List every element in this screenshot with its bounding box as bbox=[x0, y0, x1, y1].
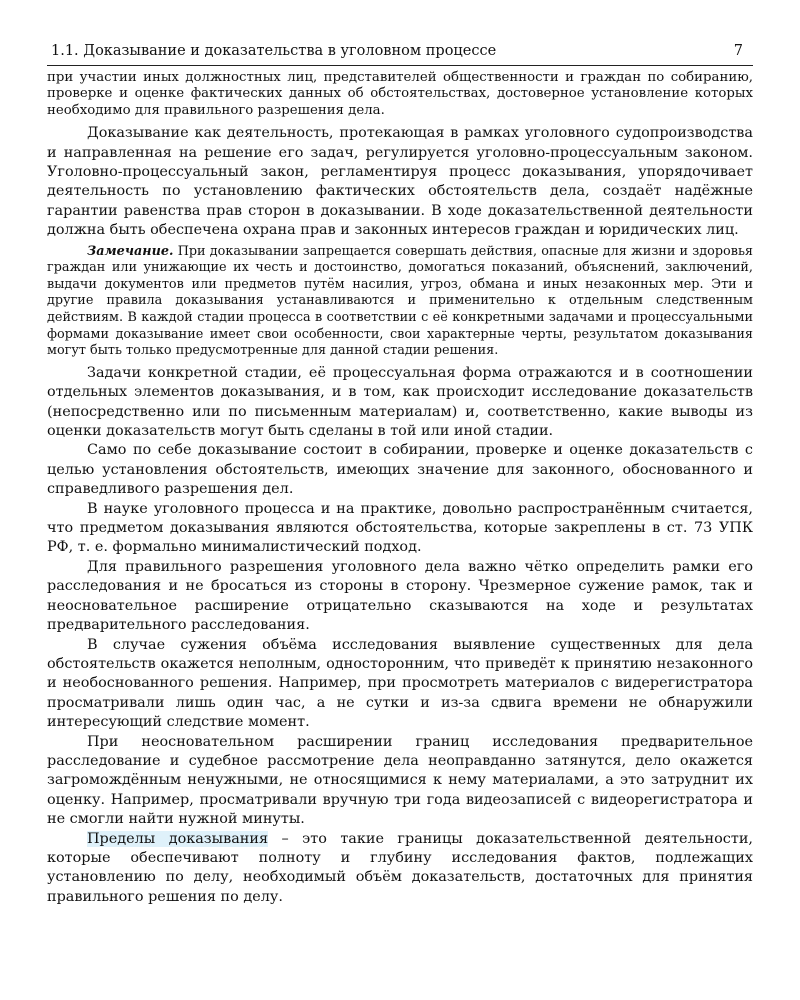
remark-text: При доказывании запрещается совершать действия, опасные для жизни и здоровья граждан или унижающие их честь и достоинство, домогаться показаний, объяснений, заключений, выдачи документов или предметов путём насилия, угроз, обмана и иных незаконных мер. Эти и другие правила доказывания устанавливаются и применительно к отдельным следственным действиям. В каждой стадии процесса в соответствии с её конкретными задачами и процессуальными формами доказывание имеет свои особенности, свои характерные черты, результатом доказывания могут быть только предусмотренные для данной стадии решения. bbox=[47, 243, 753, 359]
page-number: 7 bbox=[733, 43, 743, 59]
paragraph: Для правильного разрешения уголовного дела важно чётко определить рамки его расследования и не бросаться из стороны в сторону. Чрезмерное сужение рамок, так и неосновательное расширение отрицательно сказываются на ходе и результатах предварительного расследования. bbox=[47, 558, 753, 634]
remark-block bbox=[47, 244, 753, 360]
definition-text: – это такие границы доказательственной деятельности, которые обеспечивают полноту и глубину исследования фактов, подлежащих установлению по делу, необходимый объём доказательств, достаточных для принятия правильного решения по делу. bbox=[47, 830, 753, 905]
highlighted-term: Пределы доказывания bbox=[87, 830, 269, 847]
paragraph: Доказывание как деятельность, протекающая в рамках уголовного судопроизводства и направленная на решение его задач, регулируется уголовно-процессуальным законом. Уголовно-процессуальный закон, регламентируя процесс доказывания, упорядочивает деятельность по установлению фактических обстоятельств дела, создаёт надёжные гарантии равенства прав сторон в доказывании. В ходе доказательственной деятельности должна быть обеспечена охрана прав и законных интересов граждан и юридических лиц. bbox=[47, 125, 753, 239]
paragraph: Само по себе доказывание состоит в собирании, проверке и оценке доказательств с целью установления обстоятельств, имеющих значение для законного, обоснованного и справедливого разрешения дел. bbox=[47, 442, 753, 498]
paragraph: При неосновательном расширении границ исследования предварительное расследование и судебное рассмотрение дела неоправданно затянутся, дело окажется загромождённым ненужными, не относящимися к нему материалами, а это затруднит их оценку. Например, просматривали вручную три года видеозаписей с видеорегистратора и не смогли найти нужной минуты. bbox=[47, 733, 753, 828]
paragraph-definition bbox=[47, 830, 753, 908]
page-body bbox=[47, 70, 753, 907]
chapter-title: 1.1. Доказывание и доказательства в уголовном процессе bbox=[51, 43, 497, 59]
running-header bbox=[47, 37, 753, 66]
remark-label: Замечание. bbox=[87, 243, 174, 259]
paragraph: Задачи конкретной стадии, её процессуальная форма отражаются и в соотношении отдельных элементов доказывания, и в том, как происходит исследование доказательств (непосредственно или по письменным материалам) и, соответственно, какие выводы из оценки доказательств могут быть сделаны в той или иной стадии. bbox=[47, 364, 753, 440]
paragraph: В науке уголовного процесса и на практике, довольно распространённым считается, что предметом доказывания являются обстоятельства, которые закреплены в ст. 73 УПК РФ, т. е. формально минималистический подход. bbox=[47, 500, 753, 556]
paragraph-continued: при участии иных должностных лиц, представителей общественности и граждан по собиранию, проверке и оценке фактических данных об обстоятельствах, достоверное установление которых необходимо для правильного разрешения дела. bbox=[47, 70, 753, 118]
paragraph: В случае сужения объёма исследования выявление существенных для дела обстоятельств окажется неполным, односторонним, что приведёт к принятию незаконного и необоснованного решения. Например, при просмотреть материалов с видерегистратора просматривали лишь один час, а не сутки и из-за сдвига времени не обнаружили интересующий следствие момент. bbox=[47, 636, 753, 731]
